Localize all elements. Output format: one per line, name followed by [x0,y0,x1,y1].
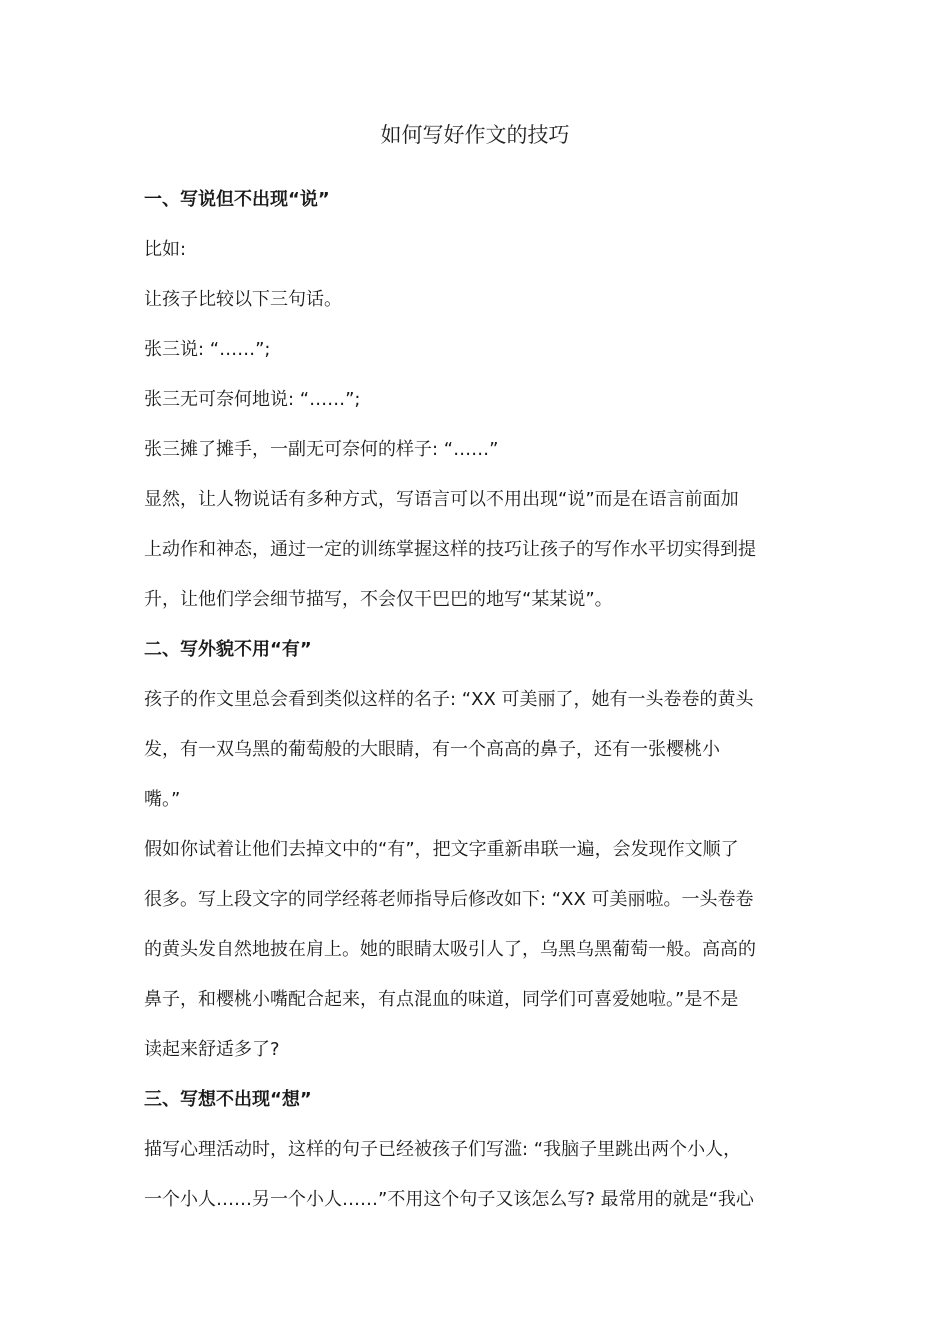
text-line: 的黄头发自然地披在肩上。她的眼睛太吸引人了，乌黑乌黑葡萄一般。高高的 [144,939,756,960]
text-line: 描写心理活动时，这样的句子已经被孩子们写滥: “我脑子里跳出两个小人， [144,1139,742,1160]
text-line: 假如你试着让他们去掉文中的“有”，把文字重新串联一遍，会发现作文顺了 [144,839,739,860]
text-line: 很多。写上段文字的同学经蒋老师指导后修改如下: “XX 可美丽啦。一头卷卷 [144,889,754,910]
text-line: 张三摊了摊手，一副无可奈何的样子: “……” [144,439,499,460]
section-heading: 三、写想不出现“想” [144,1089,312,1110]
text-line: 鼻子，和樱桃小嘴配合起来，有点混血的味道，同学们可喜爱她啦。”是不是 [144,989,739,1010]
section-heading: 二、写外貌不用“有” [144,639,312,660]
document-body [144,186,809,1236]
section-heading: 一、写说但不出现“说” [144,189,330,210]
text-line: 发，有一双乌黑的葡萄般的大眼睛，有一个高高的鼻子，还有一张樱桃小 [144,739,720,760]
text-line: 比如: [144,239,187,260]
document-title: 如何写好作文的技巧 [380,123,570,147]
text-line: 张三说: “……”; [144,339,271,360]
text-line: 显然，让人物说话有多种方式，写语言可以不用出现“说”而是在语言前面加 [144,489,739,510]
text-line: 读起来舒适多了? [144,1039,280,1060]
text-line: 一个小人……另一个小人……”不用这个句子又该怎么写? 最常用的就是“我心 [144,1189,754,1210]
text-line: 升，让他们学会细节描写，不会仅干巴巴的地写“某某说”。 [144,589,613,610]
text-line: 上动作和神态，通过一定的训练掌握这样的技巧让孩子的写作水平切实得到提 [144,539,756,560]
text-line: 嘴。” [144,789,181,810]
text-line: 张三无可奈何地说: “……”; [144,389,361,410]
text-line: 让孩子比较以下三句话。 [144,289,342,310]
text-line: 孩子的作文里总会看到类似这样的名子: “XX 可美丽了，她有一头卷卷的黄头 [144,689,754,710]
